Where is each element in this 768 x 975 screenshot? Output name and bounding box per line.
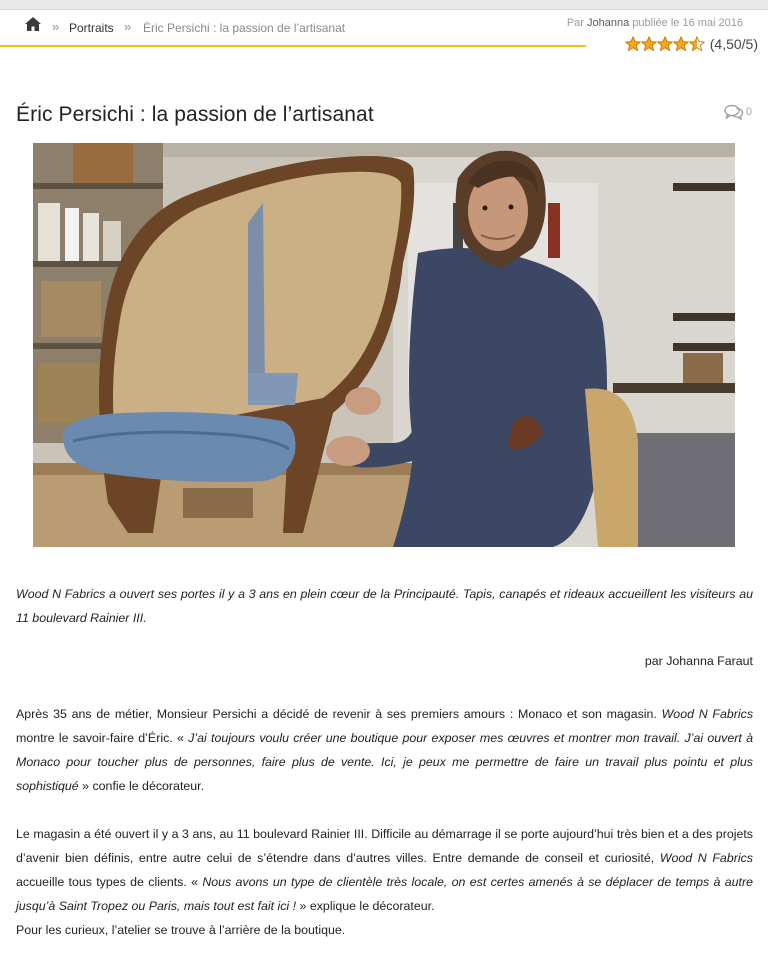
rating-star-icon[interactable] — [689, 36, 705, 52]
paragraph-emphasis: Wood N Fabrics — [659, 851, 753, 865]
post-meta — [567, 17, 743, 29]
paragraph-text: Après 35 ans de métier, Monsieur Persichi a décidé de revenir à ses premiers amours : Monaco et son magasin. — [16, 707, 662, 721]
rating-star-icon[interactable] — [641, 36, 657, 52]
article-byline: par Johanna Faraut — [644, 654, 753, 668]
author-link[interactable]: Johanna — [587, 17, 630, 29]
rating-stars[interactable] — [625, 36, 705, 52]
comments-icon — [724, 104, 744, 120]
rating-star-icon[interactable] — [673, 36, 689, 52]
rating-star-icon[interactable] — [657, 36, 673, 52]
page-title: Éric Persichi : la passion de l’artisanat — [16, 103, 374, 126]
rating-star-icon[interactable] — [625, 36, 641, 52]
publish-date: publiée le 16 mai 2016 — [632, 17, 743, 29]
comments-link[interactable] — [724, 104, 752, 120]
breadcrumb-portraits-link[interactable]: Portraits — [69, 21, 114, 35]
rating-score: (4,50/5) — [709, 36, 758, 52]
paragraph-text: » explique le décorateur. — [296, 899, 435, 913]
paragraph-text: Le magasin a été ouvert il y a 3 ans, au 11 boulevard Rainier III. Difficile au démarrage il se porte aujourd’hui très bien et a des projets d’avenir bien définis, entre autre celui de s’étendre dans d’autres villes. Entre demande de conseil et curiosité, — [16, 827, 753, 865]
breadcrumb-separator: » — [124, 19, 132, 34]
paragraph-quote: J’ai toujours voulu créer une boutique pour exposer mes œuvres et montrer mon travail. J’ai ouvert à Monaco pour toucher plus de personnes, faire plus de vente. Ici, je peux me permettre de faire un travail plus pointu et plus sophistiqué — [16, 731, 753, 793]
rating-widget[interactable] — [625, 36, 758, 52]
article-photo — [33, 143, 735, 547]
breadcrumb-underline — [0, 45, 586, 47]
paragraph-text: » confie le décorateur. — [78, 779, 205, 793]
paragraph-text: montre le savoir-faire d’Éric. « — [16, 731, 189, 745]
home-icon[interactable] — [24, 16, 42, 32]
breadcrumb-separator: » — [52, 19, 60, 34]
breadcrumb-current: Éric Persichi : la passion de l’artisanat — [143, 21, 346, 35]
paragraph-quote: Nous avons un type de clientèle très locale, on est certes amenés à se déplacer de temps à autre jusqu’à Saint Tropez ou Paris, mais tout est fait ici ! — [16, 875, 753, 913]
article-lead: Wood N Fabrics a ouvert ses portes il y a 3 ans en plein cœur de la Principauté. Tapis, canapés et rideaux accueillent les visiteurs au 11 boulevard Rainier III. — [16, 587, 753, 625]
paragraph-text: accueille tous types de clients. « — [16, 875, 203, 889]
comment-count: 0 — [745, 106, 752, 118]
meta-prefix: Par — [566, 17, 584, 29]
article-paragraph: Pour les curieux, l’atelier se trouve à l’arrière de la boutique. — [16, 923, 346, 937]
article-paragraph — [16, 702, 753, 798]
article-paragraph — [16, 822, 753, 918]
paragraph-emphasis: Wood N Fabrics — [661, 707, 754, 721]
